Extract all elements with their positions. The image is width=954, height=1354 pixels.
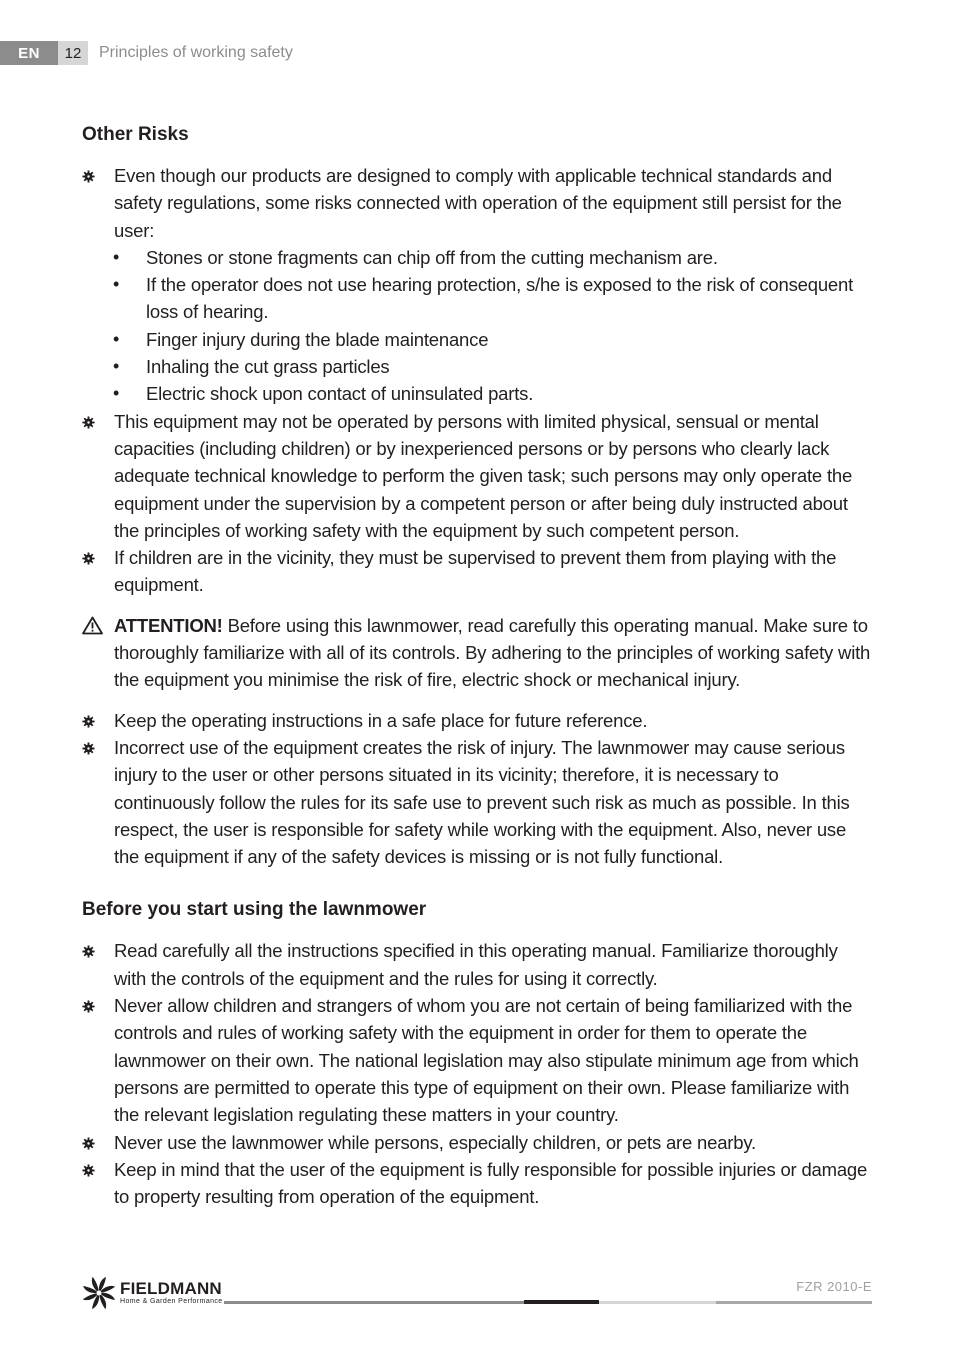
brand-tagline: Home & Garden Performance [120,1298,223,1305]
list-item [82,544,872,599]
footer-bar-segment [224,1301,524,1304]
list-item [82,734,872,870]
attention-text: Before using this lawnmower, read carefully this operating manual. Make sure to thoroughly familiarize with all of its controls. By adhering to the principles of working safety with the equipment you minimise the risk of fire, electric shock or mechanical injury. [114,614,871,691]
gear-bullet-icon [82,552,95,565]
list-item [82,1156,872,1211]
list-item-text: If children are in the vicinity, they must be supervised to prevent them from playing with the equipment. [114,547,837,596]
list-item [82,937,872,992]
before-start-list [82,937,872,1210]
gear-bullet-icon [82,1137,95,1150]
page-number: 12 [58,41,88,65]
gear-bullet-icon [82,1164,95,1177]
footer-bar-segment [599,1301,716,1304]
sub-item-text: Finger injury during the blade maintenance [146,328,489,350]
brand-name: FIELDMANN [120,1279,222,1298]
page-content [82,122,872,1210]
model-number: FZR 2010-E [796,1279,872,1294]
dot-bullet-icon: • [112,383,120,404]
other-risks-list-continued [82,408,872,599]
heading-before-start: Before you start using the lawnmower [82,899,427,921]
list-item-text: Keep in mind that the user of the equipment is fully responsible for possible injuries or damage to property resulting from operation of the equipment. [114,1158,868,1208]
gear-bullet-icon [82,1000,95,1013]
attention-notice [82,612,872,694]
sub-list-item [82,353,872,380]
heading-other-risks: Other Risks [82,124,189,145]
list-item-text: Read carefully all the instructions specified in this operating manual. Familiarize thoroughly with the controls of the equipment and the rules for using it correctly. [114,940,838,989]
dot-bullet-icon: • [112,246,120,267]
sub-item-text: Stones or stone fragments can chip off from the cutting mechanism are. [146,246,718,268]
dot-bullet-icon: • [112,274,120,295]
gear-bullet-icon [82,715,95,728]
list-item [82,992,872,1128]
warning-triangle-icon [82,616,103,635]
list-item [82,707,872,734]
list-item [82,162,872,244]
logo-text [120,1280,223,1306]
list-item [82,1129,872,1156]
sub-list-item [82,380,872,407]
gear-bullet-icon [82,742,95,755]
language-tag: EN [0,41,58,65]
brand-logo [82,1276,223,1310]
attention-label: ATTENTION! [114,614,223,636]
list-item-text: Incorrect use of the equipment creates the risk of injury. The lawnmower may cause serious injury to the user or other persons situated in its vicinity; therefore, it is necessary to continuously follow the rules for its safe use to prevent such risk as much as possible. In this respect, the user is responsible for safety while working with the equipment. Also, never use the equipment if any of the safety devices is missing or is not fully functional. [114,736,850,868]
footer-bar-segment [524,1300,599,1304]
list-item-text: Even though our products are designed to comply with applicable technical standards and safety regulations, some risks connected with operation of the equipment still persist for the user: [114,165,842,241]
fan-blade-logo-icon [82,1276,116,1310]
page-header [0,41,293,65]
other-risks-list [82,162,872,244]
footer-divider [224,1301,872,1305]
general-safety-list [82,707,872,871]
sub-list-item [82,244,872,271]
list-item-text: Never use the lawnmower while persons, especially children, or pets are nearby. [114,1131,756,1153]
risk-sub-list [82,244,872,408]
gear-bullet-icon [82,170,95,183]
list-item-text: This equipment may not be operated by persons with limited physical, sensual or mental capacities (including children) or by inexperienced persons or by persons who clearly lack adequate technical knowledge to perform the given task; such persons may only operate the equipment under the supervision by a competent person or after being duly instructed about the principles of working safety with the equipment by such competent person. [114,410,853,541]
sub-item-text: Electric shock upon contact of uninsulated parts. [146,383,534,405]
list-item-text: Keep the operating instructions in a safe place for future reference. [114,709,648,731]
gear-bullet-icon [82,416,95,429]
gear-bullet-icon [82,945,95,958]
sub-item-text: If the operator does not use hearing protection, s/he is exposed to the risk of consequent loss of hearing. [146,274,854,323]
list-item-text: Never allow children and strangers of whom you are not certain of being familiarized with the controls and rules of working safety with the equipment in order for them to operate the lawnmower on their own. The national legislation may also stipulate minimum age from which persons are permitted to operate this type of equipment on their own. Please familiarize with the relevant legislation regulating these matters in your country. [114,995,859,1126]
footer-bar-segment [716,1301,872,1304]
chapter-title: Principles of working safety [99,44,293,61]
dot-bullet-icon: • [112,356,120,377]
sub-list-item [82,271,872,326]
list-item [82,408,872,544]
sub-item-text: Inhaling the cut grass particles [146,356,390,378]
dot-bullet-icon: • [112,328,120,349]
sub-list-item [82,326,872,353]
